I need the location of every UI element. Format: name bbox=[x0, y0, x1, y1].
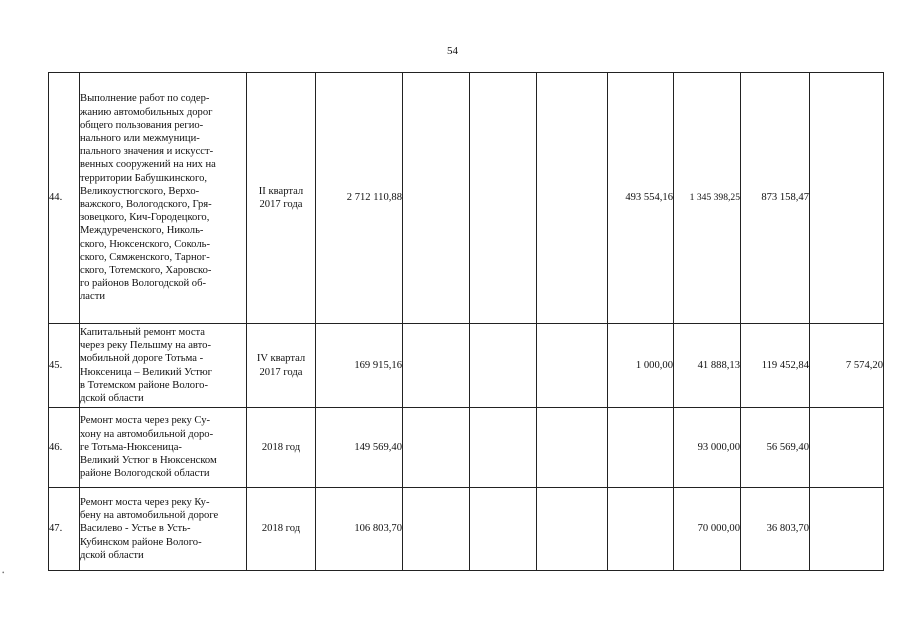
row-cell: 1 000,00 bbox=[608, 324, 674, 408]
row-description-text: Выполнение работ по содер- жанию автомобильных дорог общего пользования регио- нального или межмуници- пального значения и искусст- венных сооружений на них на территории Бабушкинского, Великоустюгского, Верхо- важского, Вологодского, Гря- зовецкого, Кич-Городецкого, Междуреченского, Николь- ского, Нюксенского, Соколь- ского, Сямженского, Тарног- ского, Тотемского, Харовско- го районов Вологодской об- ласти bbox=[80, 93, 216, 303]
row-cell bbox=[810, 73, 884, 324]
row-cell bbox=[403, 324, 470, 408]
table-row bbox=[49, 488, 884, 571]
row-number: 45. bbox=[49, 324, 80, 408]
row-cell bbox=[810, 408, 884, 488]
page-number: 54 bbox=[447, 45, 458, 57]
row-cell bbox=[810, 488, 884, 571]
row-cell: 70 000,00 bbox=[674, 488, 741, 571]
row-description bbox=[80, 488, 247, 571]
row-number: 47. bbox=[49, 488, 80, 571]
row-cell: 41 888,13 bbox=[674, 324, 741, 408]
row-term-text: II квартал 2017 года bbox=[258, 185, 304, 210]
row-description bbox=[80, 324, 247, 408]
row-term bbox=[247, 408, 316, 488]
row-cell bbox=[470, 488, 537, 571]
row-description-text: Ремонт моста через реку Ку- бену на автомобильной дороге Василево - Устье в Усть- Кубинском районе Волого- дской области bbox=[80, 496, 219, 561]
row-term bbox=[247, 324, 316, 408]
row-term-text: 2018 год bbox=[261, 523, 301, 535]
row-cell bbox=[403, 488, 470, 571]
row-number: 44. bbox=[49, 73, 80, 324]
row-total: 149 569,40 bbox=[316, 408, 403, 488]
row-cell: 56 569,40 bbox=[741, 408, 810, 488]
row-cell: 93 000,00 bbox=[674, 408, 741, 488]
row-cell: 1 345 398,25 bbox=[674, 73, 741, 324]
row-total: 2 712 110,88 bbox=[316, 73, 403, 324]
document-table bbox=[48, 72, 884, 571]
table-row bbox=[49, 408, 884, 488]
row-term-text: 2018 год bbox=[261, 441, 301, 453]
row-cell bbox=[403, 408, 470, 488]
row-cell: 873 158,47 bbox=[741, 73, 810, 324]
row-cell bbox=[608, 408, 674, 488]
row-number: 46. bbox=[49, 408, 80, 488]
table-row bbox=[49, 73, 884, 324]
row-term-text: IV квартал 2017 года bbox=[256, 353, 306, 378]
row-cell: 36 803,70 bbox=[741, 488, 810, 571]
row-cell bbox=[403, 73, 470, 324]
row-cell bbox=[537, 73, 608, 324]
table-row bbox=[49, 324, 884, 408]
row-total: 106 803,70 bbox=[316, 488, 403, 571]
row-cell: 119 452,84 bbox=[741, 324, 810, 408]
row-cell bbox=[470, 408, 537, 488]
row-cell bbox=[470, 73, 537, 324]
row-cell bbox=[608, 488, 674, 571]
row-description bbox=[80, 73, 247, 324]
row-cell bbox=[470, 324, 537, 408]
scan-edge-mark: • bbox=[2, 569, 5, 577]
row-description-text: Ремонт моста через реку Су- хону на автомобильной доро- ге Тотьма-Нюксеница- Великий Устюг в Нюксенском районе Вологодской области bbox=[80, 415, 217, 480]
row-description-text: Капитальный ремонт моста через реку Пельшму на авто- мобильной дороге Тотьма - Нюксеница – Великий Устюг в Тотемском районе Волого- дской области bbox=[80, 326, 212, 404]
row-cell bbox=[537, 408, 608, 488]
row-cell: 493 554,16 bbox=[608, 73, 674, 324]
row-term bbox=[247, 488, 316, 571]
row-description bbox=[80, 408, 247, 488]
row-term bbox=[247, 73, 316, 324]
row-cell bbox=[537, 324, 608, 408]
row-cell: 7 574,20 bbox=[810, 324, 884, 408]
row-total: 169 915,16 bbox=[316, 324, 403, 408]
row-cell bbox=[537, 488, 608, 571]
